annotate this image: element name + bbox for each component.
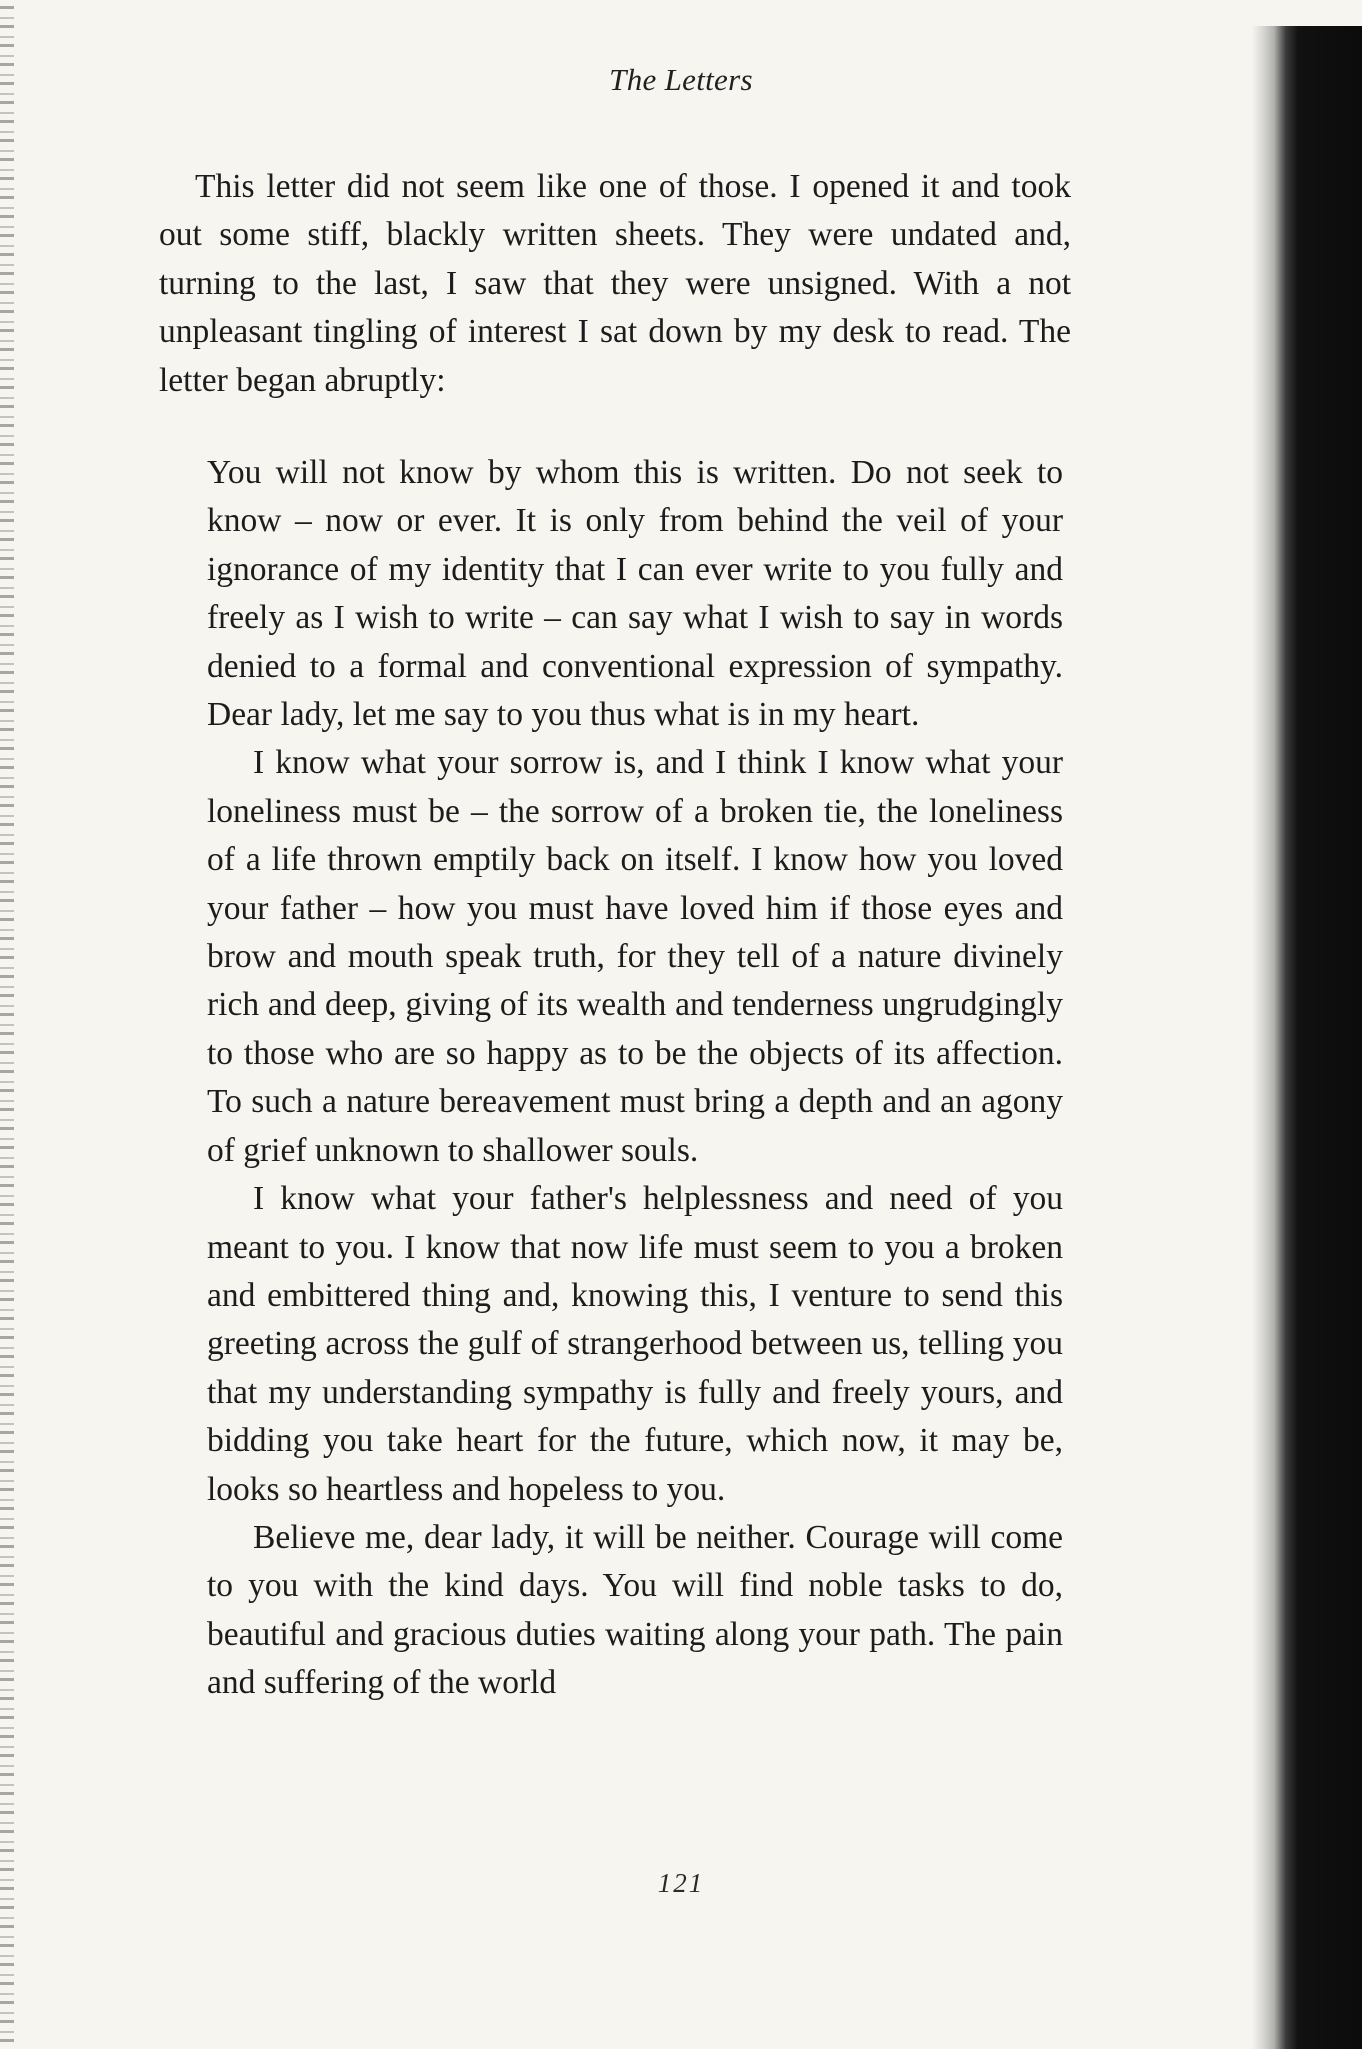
left-gutter-scan-edge bbox=[0, 0, 14, 2049]
right-binding-shadow bbox=[1252, 26, 1362, 2049]
intro-paragraph: This letter did not seem like one of those. I opened it and took out some stiff, blackly written sheets. They were undated and, turning to the last, I saw that they were unsigned. With a not unpleasant tingling of interest I sat down by my desk to read. The letter began abruptly: bbox=[159, 168, 1071, 399]
narrative-text bbox=[159, 163, 1071, 405]
letter-paragraph: I know what your father's helplessness and need of you meant to you. I know that now life must seem to you a broken and embittered thing and, knowing this, I venture to send this greeting across the gulf of strangerhood between us, telling you that my understanding sympathy is fully and freely yours, and bidding you take heart for the future, which now, it may be, looks so heartless and hopeless to you. bbox=[207, 1180, 1063, 1508]
page-number: 121 bbox=[657, 1868, 705, 1898]
letter-text bbox=[207, 449, 1063, 1708]
letter-paragraph: I know what your sorrow is, and I think I know what your loneliness must be – the sorrow of a broken tie, the loneliness of a life thrown emptily back on itself. I know how you loved your father – how you must have loved him if those eyes and brow and mouth speak truth, for they tell of a nature divinely rich and deep, giving of its wealth and tenderness ungrudgingly to those who are so happy as to be the objects of its affection. To such a nature bereavement must bring a depth and an agony of grief unknown to shallower souls. bbox=[207, 744, 1063, 1169]
letter-paragraph: Believe me, dear lady, it will be neither. Courage will come to you with the kind days. You will find noble tasks to do, beautiful and gracious duties waiting along your path. The pain and suffering of the world bbox=[207, 1518, 1063, 1702]
running-head: The Letters bbox=[609, 62, 753, 97]
letter-paragraph: You will not know by whom this is written. Do not seek to know – now or ever. It is only from behind the veil of your ignorance of my identity that I can ever write to you fully and freely as I wish to write – can say what I wish to say in words denied to a formal and conventional expression of sympathy. Dear lady, let me say to you thus what is in my heart. bbox=[207, 454, 1063, 734]
